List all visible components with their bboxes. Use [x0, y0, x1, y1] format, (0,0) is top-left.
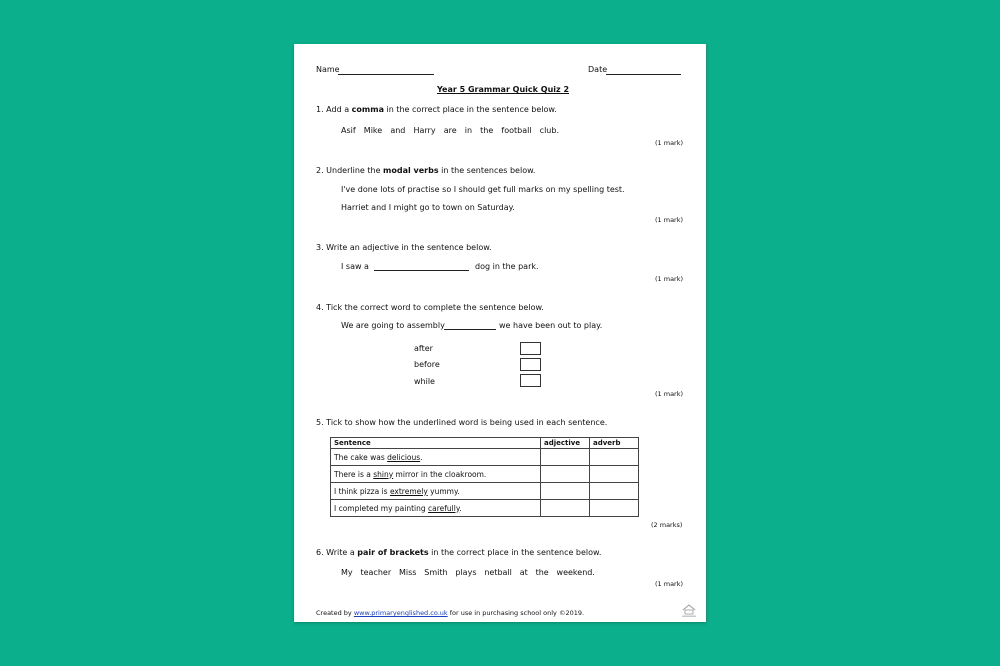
q4-sentence-end: we have been out to play. — [499, 321, 603, 330]
sentence-cell: I think pizza is extremely yummy. — [331, 483, 541, 500]
question-3: 3. Write an adjective in the sentence below. — [316, 243, 492, 252]
q3-sentence-end: dog in the park. — [475, 262, 539, 271]
sentence-cell: I completed my painting carefully. — [331, 500, 541, 517]
table-header-row — [331, 438, 639, 449]
adjective-tick-cell[interactable] — [541, 449, 590, 466]
adjective-tick-cell[interactable] — [541, 500, 590, 517]
q4-option-after: after — [414, 344, 433, 353]
q4-marks: (1 mark) — [655, 390, 684, 398]
question-4: 4. Tick the correct word to complete the sentence below. — [316, 303, 544, 312]
question-6: 6. Write a pair of brackets in the correct place in the sentence below. — [316, 548, 602, 557]
table-row — [331, 483, 639, 500]
sentence-cell: The cake was delicious. — [331, 449, 541, 466]
name-label: Name — [316, 65, 340, 74]
adverb-tick-cell[interactable] — [590, 483, 639, 500]
table-row — [331, 500, 639, 517]
worksheet-page — [294, 44, 706, 622]
question-5: 5. Tick to show how the underlined word is being used in each sentence. — [316, 418, 608, 427]
q1-sentence: Asif Mike and Harry are in the football club. — [341, 126, 559, 135]
column-header-sentence: Sentence — [331, 438, 541, 449]
q4-answer-line — [444, 329, 496, 330]
q4-option-before: before — [414, 360, 440, 369]
adjective-tick-cell[interactable] — [541, 483, 590, 500]
date-label: Date — [588, 65, 608, 74]
house-icon — [680, 602, 698, 618]
q2-sentence-2: Harriet and I might go to town on Saturday. — [341, 203, 515, 212]
q5-table — [330, 437, 639, 517]
primary-english-logo — [680, 602, 698, 618]
website-link[interactable]: www.primaryenglished.co.uk — [353, 609, 448, 617]
q4-option-while: while — [414, 377, 435, 386]
table-row — [331, 466, 639, 483]
table-row — [331, 449, 639, 466]
sentence-cell: There is a shiny mirror in the cloakroom. — [331, 466, 541, 483]
question-1: 1. Add a comma in the correct place in the sentence below. — [316, 105, 557, 114]
column-header-adverb: adverb — [590, 438, 639, 449]
tick-box-before[interactable] — [520, 358, 541, 371]
question-2: 2. Underline the modal verbs in the sentences below. — [316, 166, 536, 175]
adverb-tick-cell[interactable] — [590, 449, 639, 466]
q4-sentence-start: We are going to assembly — [341, 321, 445, 330]
tick-box-while[interactable] — [520, 374, 541, 387]
q6-sentence: My teacher Miss Smith plays netball at the weekend. — [341, 568, 595, 577]
date-line — [606, 74, 681, 75]
q3-answer-line[interactable] — [374, 270, 469, 271]
tick-box-after[interactable] — [520, 342, 541, 355]
q2-marks: (1 mark) — [655, 216, 684, 224]
q3-marks: (1 mark) — [655, 275, 684, 283]
q6-marks: (1 mark) — [655, 580, 684, 588]
adverb-tick-cell[interactable] — [590, 500, 639, 517]
q2-sentence-1: I've done lots of practise so I should get full marks on my spelling test. — [341, 185, 625, 194]
footer-credit: Created by www.primaryenglished.co.uk for use in purchasing school only ©2019. — [316, 609, 585, 617]
q5-marks: (2 marks) — [651, 521, 683, 529]
name-line — [338, 74, 434, 75]
adverb-tick-cell[interactable] — [590, 466, 639, 483]
q1-marks: (1 mark) — [655, 139, 684, 147]
q3-sentence-start: I saw a — [341, 262, 369, 271]
adjective-tick-cell[interactable] — [541, 466, 590, 483]
worksheet-title: Year 5 Grammar Quick Quiz 2 — [437, 85, 570, 94]
column-header-adjective: adjective — [541, 438, 590, 449]
